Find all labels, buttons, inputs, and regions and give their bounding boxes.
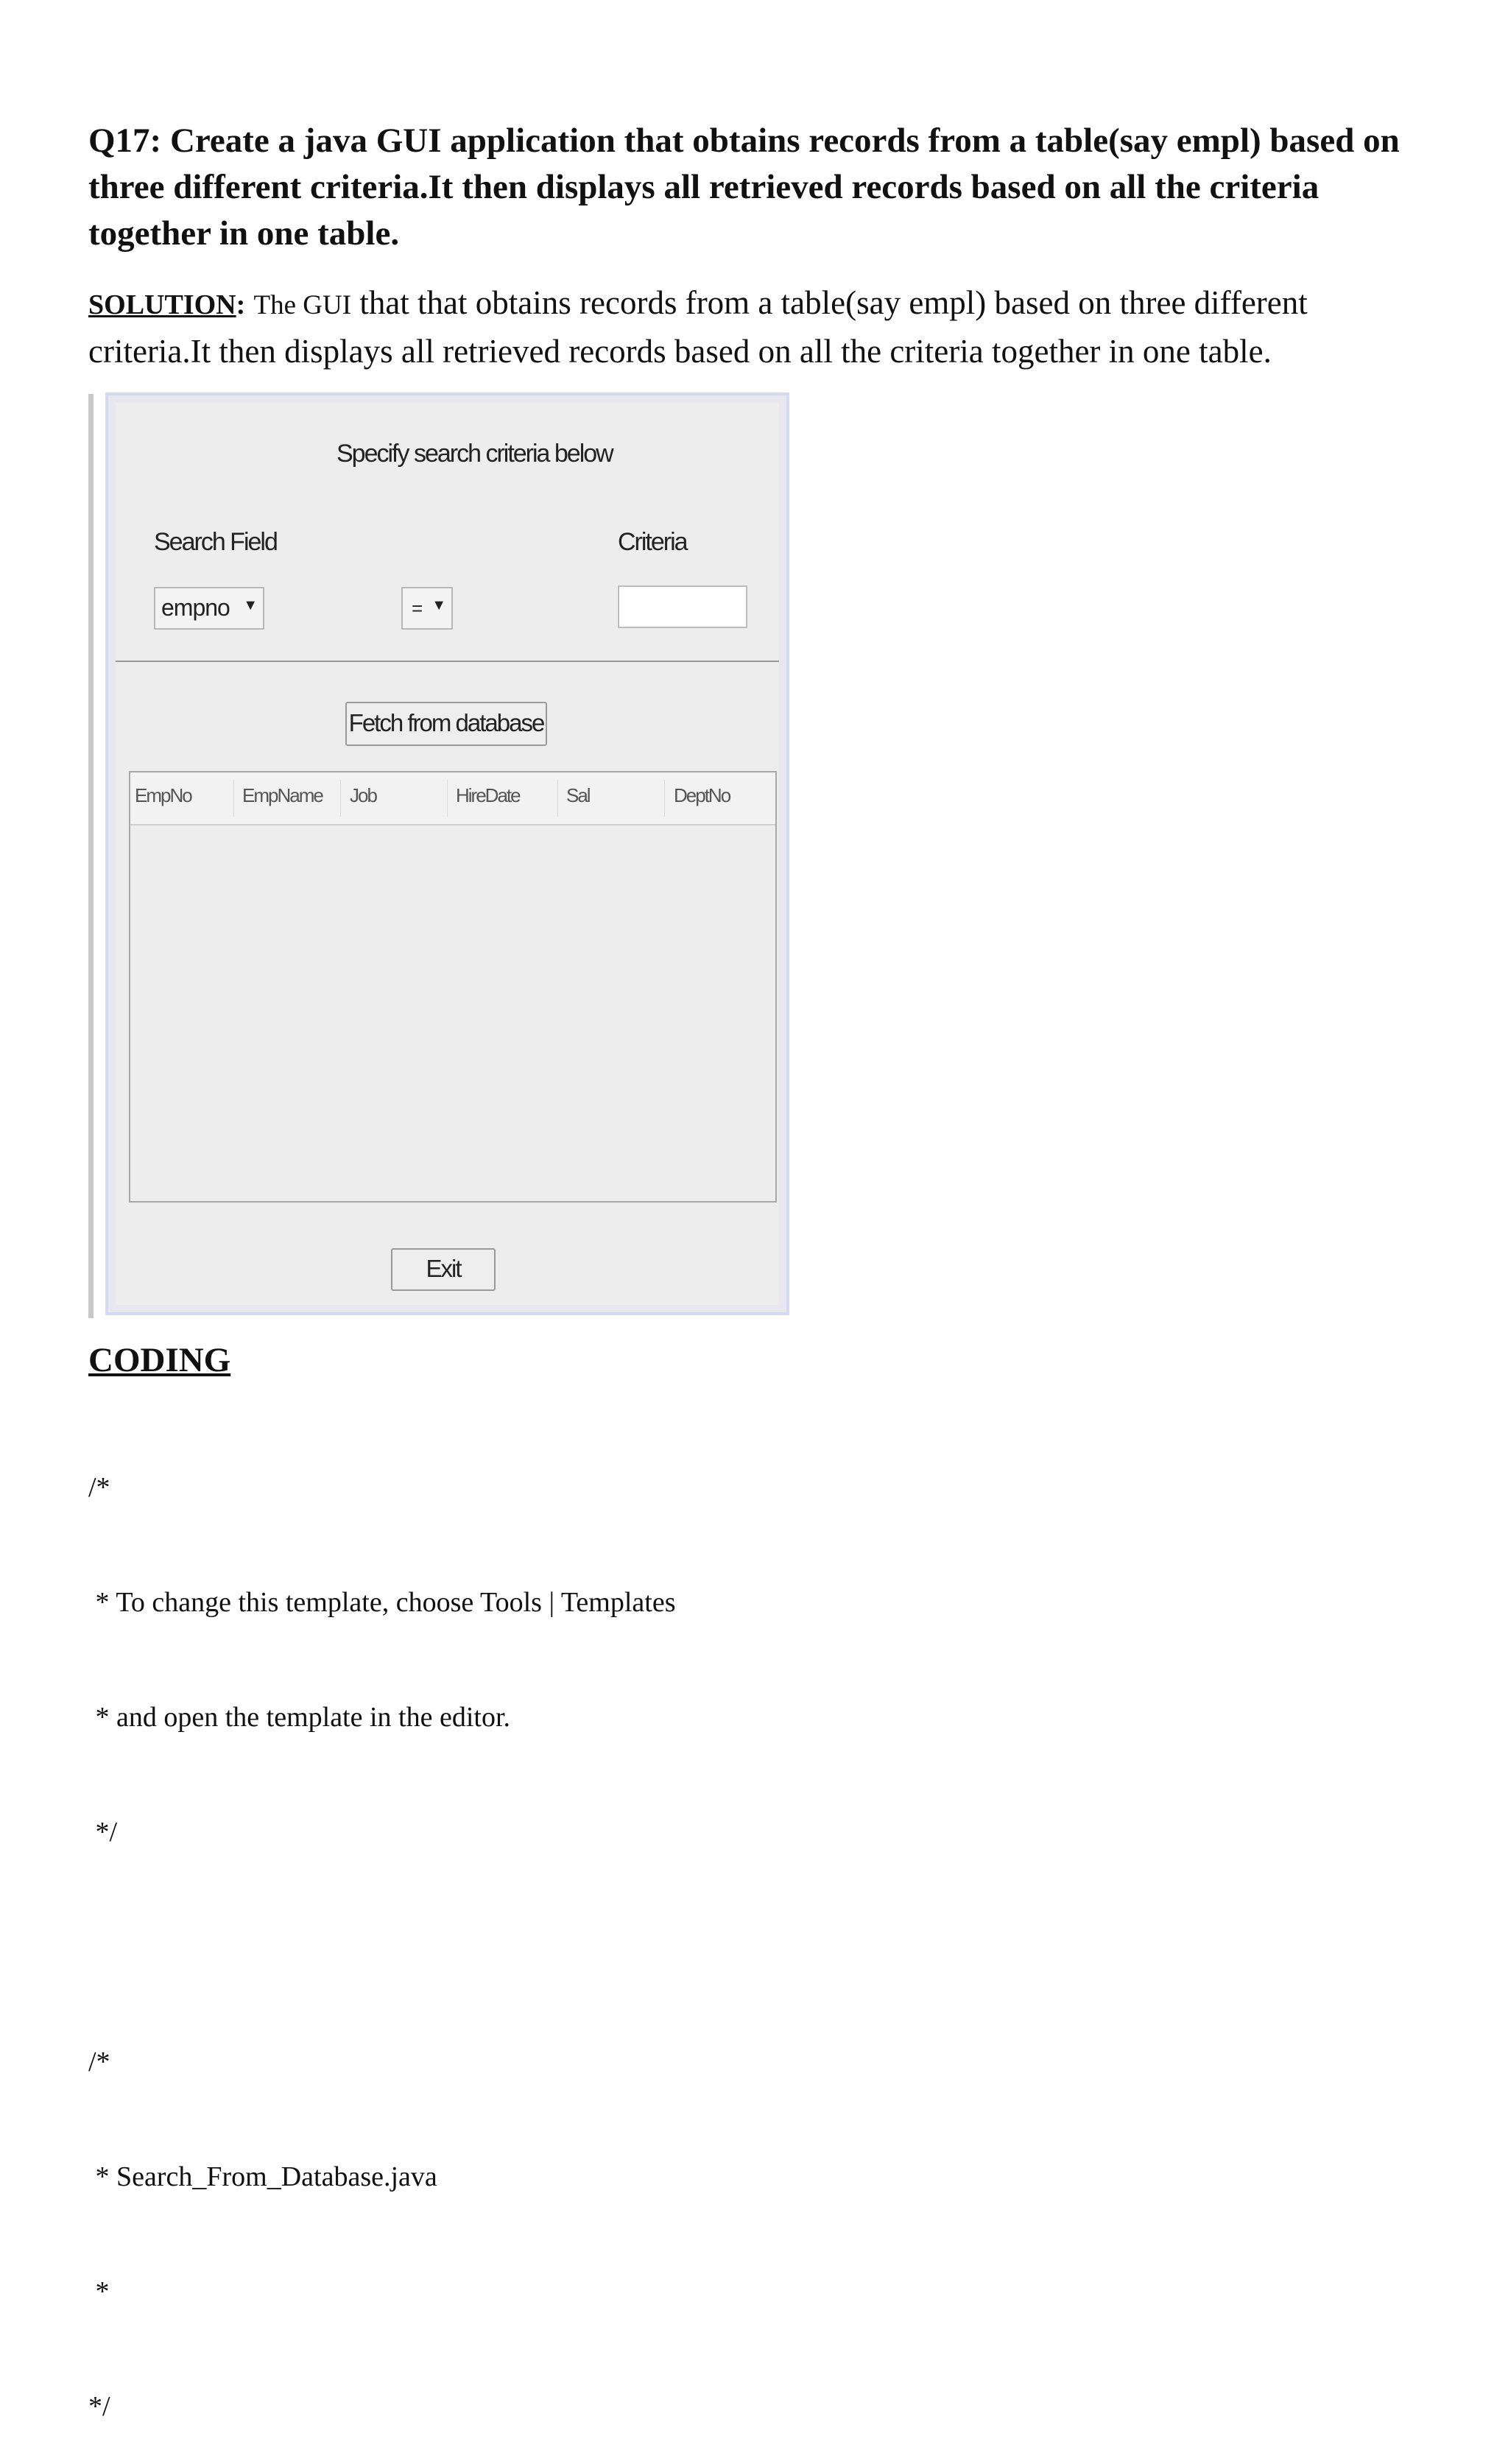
code-line: */ bbox=[88, 2391, 110, 2422]
code-line bbox=[88, 1928, 675, 1966]
chevron-down-icon: ▼ bbox=[243, 597, 257, 613]
criteria-label: Criteria bbox=[618, 528, 687, 556]
operator-combo[interactable] bbox=[401, 587, 453, 630]
screenshot-edge bbox=[88, 394, 94, 1318]
column-divider bbox=[557, 780, 558, 817]
criteria-input[interactable] bbox=[618, 585, 747, 628]
solution-text: that that obtains records from a table(say empl) based on three different criteria.It then displays all retrieved records based on all the criteria together in one table. bbox=[88, 284, 1308, 370]
column-header[interactable]: HireDate bbox=[456, 784, 520, 806]
solution-label: SOLUTION bbox=[88, 289, 236, 320]
code-line: * To change this template, choose Tools | Templates bbox=[88, 1587, 676, 1618]
column-header[interactable]: Sal bbox=[566, 784, 590, 806]
solution-colon: : bbox=[236, 289, 246, 320]
gui-screenshot bbox=[105, 393, 789, 1315]
code-line: * and open the template in the editor. bbox=[88, 1702, 511, 1733]
code-block bbox=[88, 1392, 675, 2464]
search-field-value: empno bbox=[161, 594, 230, 621]
code-line: /* bbox=[88, 1472, 110, 1503]
gui-heading: Specify search criteria below bbox=[337, 440, 613, 468]
column-divider bbox=[340, 780, 341, 817]
code-line: * bbox=[88, 2276, 110, 2307]
code-line: /* bbox=[88, 2046, 110, 2077]
exit-button[interactable]: Exit bbox=[391, 1248, 496, 1291]
question-text: Q17: Create a java GUI application that obtains records from a table(say empl) based on three different criteria.It then displays all retrieved records based on all the criteria together in one table. bbox=[88, 122, 1400, 253]
column-header[interactable]: DeptNo bbox=[674, 784, 730, 806]
column-divider bbox=[664, 780, 665, 817]
column-header[interactable]: EmpNo bbox=[135, 784, 191, 806]
column-header[interactable]: EmpName bbox=[242, 784, 323, 806]
separator bbox=[116, 661, 779, 662]
column-divider bbox=[233, 780, 234, 817]
solution-prefix: The GUI bbox=[253, 290, 352, 320]
column-divider bbox=[447, 780, 448, 817]
fetch-button[interactable]: Fetch from database bbox=[345, 702, 547, 746]
coding-title: CODING bbox=[88, 1341, 231, 1379]
table-header bbox=[130, 772, 775, 826]
search-field-label: Search Field bbox=[154, 528, 277, 556]
operator-value: = bbox=[412, 597, 423, 619]
column-header[interactable]: Job bbox=[350, 784, 376, 806]
results-table[interactable] bbox=[129, 771, 777, 1203]
search-field-combo[interactable] bbox=[154, 587, 264, 630]
chevron-down-icon: ▼ bbox=[431, 597, 445, 613]
gui-window bbox=[116, 403, 779, 1305]
solution-paragraph bbox=[88, 280, 1428, 375]
code-line: */ bbox=[88, 1817, 118, 1848]
code-line: * Search_From_Database.java bbox=[88, 2161, 437, 2192]
